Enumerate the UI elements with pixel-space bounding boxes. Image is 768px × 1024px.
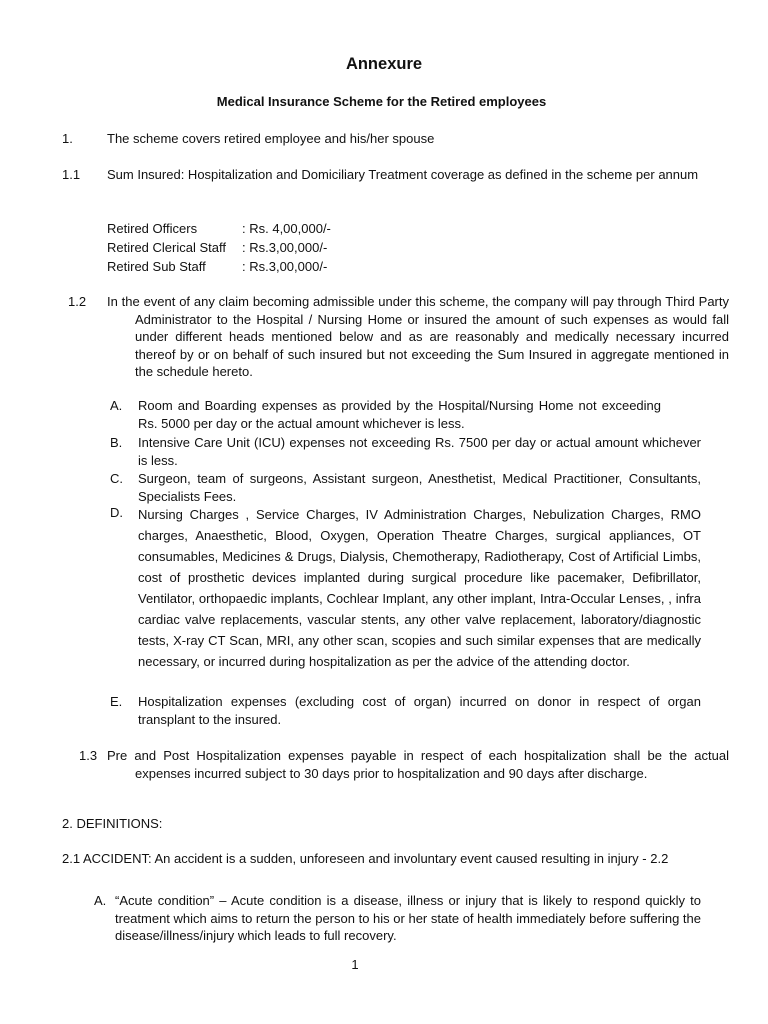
page-number: 1 xyxy=(351,957,359,972)
sum-insured-value: : Rs.3,00,000/- xyxy=(242,240,328,255)
section-1-3-text: Pre and Post Hospitalization expenses payable in respect of each hospitalization shall be the actual expenses incurred subject to 30 days prior to hospitalization and 90 days after discharge. xyxy=(107,748,729,781)
list-text: Surgeon, team of surgeons, Assistant surgeon, Anesthetist, Medical Practitioner, Consultants, Specialists Fees. xyxy=(138,471,701,504)
section-2-heading: 2. DEFINITIONS: xyxy=(62,816,163,831)
section-1-text: The scheme covers retired employee and his/her spouse xyxy=(107,131,435,146)
sum-insured-value: : Rs. 4,00,000/- xyxy=(242,221,331,236)
list-text: Intensive Care Unit (ICU) expenses not exceeding Rs. 7500 per day or actual amount whichever is less. xyxy=(138,435,701,468)
sum-insured-row-clerical xyxy=(107,239,327,257)
list-item-b xyxy=(110,434,701,469)
list-letter: C. xyxy=(110,471,123,486)
sum-insured-row-sub-staff xyxy=(107,258,327,276)
list-letter: A. xyxy=(110,398,123,413)
list-letter: E. xyxy=(110,694,123,709)
section-1-number: 1. xyxy=(62,131,73,146)
list-text: “Acute condition” – Acute condition is a disease, illness or injury that is likely to respond quickly to treatment which aims to return the person to his or her state of health immediately before suffering the disease/illness/injury which leads to full recovery. xyxy=(115,893,701,943)
section-1-3-number: 1.3 xyxy=(79,748,98,763)
section-1-1-number: 1.1 xyxy=(62,167,81,182)
list-text: Nursing Charges , Service Charges, IV Administration Charges, Nebulization Charges, RMO charges, Anaesthetic, Blood, Oxygen, Operation Theatre Charges, surgical appliances, OT consumables, Medicines & Drugs, Dialysis, Chemotherapy, Radiotherapy, Cost of Artificial Limbs, cost of prosthetic devices implanted during surgical procedure like pacemaker, Defibrillator, Ventilator, orthopaedic implants, Cochlear Implant, any other implant, Intra-Occular Lenses, , infra cardiac valve replacements, vascular stents, any other valve replacement, laboratory/diagnostic tests, X-ray CT Scan, MRI, any other scan, scopies and such similar expenses that are medically necessary, or incurred during hospitalization as per the advice of the attending doctor. xyxy=(138,507,701,669)
sum-insured-row-officers xyxy=(107,220,331,238)
page-title: Annexure xyxy=(345,55,423,73)
section-1-2-text: In the event of any claim becoming admissible under this scheme, the company will pay through Third Party Administrator to the Hospital / Nursing Home or insured the amount of such expenses as would fall under different heads mentioned below and as are reasonably and medically necessary incurred thereof by or on behalf of such insured but not exceeding the Sum Insured in aggregate mentioned in the schedule hereto. xyxy=(107,294,729,379)
list-text: Room and Boarding expenses as provided by the Hospital/Nursing Home not exceeding Rs. 5000 per day or the actual amount whichever is less. xyxy=(138,398,661,431)
list-item-e xyxy=(110,693,701,728)
list-letter: A. xyxy=(94,893,107,908)
page-subtitle: Medical Insurance Scheme for the Retired employees xyxy=(216,94,547,109)
section-1-1-text: Sum Insured: Hospitalization and Domiciliary Treatment coverage as defined in the scheme per annum xyxy=(107,167,699,182)
definition-item-a xyxy=(94,892,701,945)
sum-insured-label: Retired Officers xyxy=(107,221,198,236)
section-2-1-text: 2.1 ACCIDENT: An accident is a sudden, unforeseen and involuntary event caused resulting in injury - 2.2 xyxy=(62,851,669,866)
list-text: Hospitalization expenses (excluding cost of organ) incurred on donor in respect of organ transplant to the insured. xyxy=(138,694,701,727)
sum-insured-label: Retired Clerical Staff xyxy=(107,240,226,255)
list-letter: D. xyxy=(110,505,123,520)
list-item-c xyxy=(110,470,701,505)
list-item-d xyxy=(110,504,701,672)
list-letter: B. xyxy=(110,435,123,450)
section-1-2-number: 1.2 xyxy=(68,294,87,309)
sum-insured-value: : Rs.3,00,000/- xyxy=(242,259,328,274)
sum-insured-label: Retired Sub Staff xyxy=(107,259,206,274)
list-item-a xyxy=(110,397,701,432)
